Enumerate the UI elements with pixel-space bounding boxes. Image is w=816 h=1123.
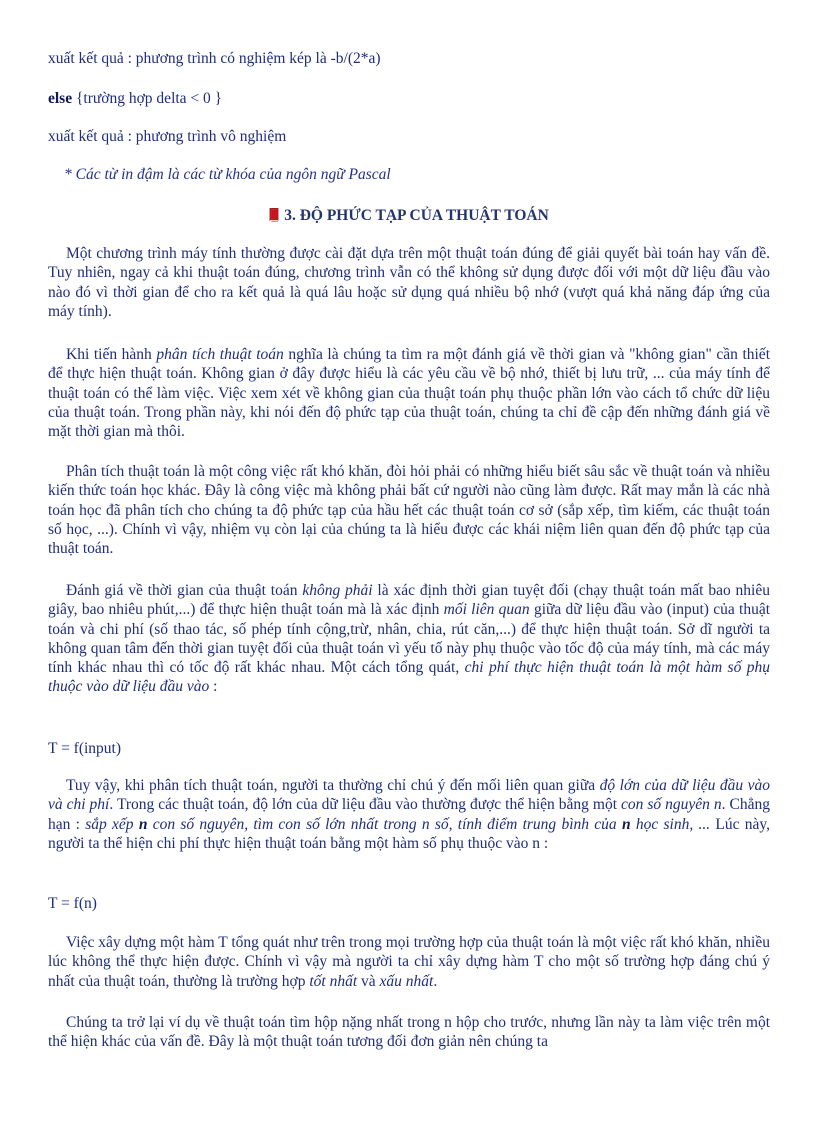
paragraph-analysis (48, 345, 770, 441)
p5-italic-sort: sắp xếp (85, 815, 139, 833)
p4-text-e: giữa dữ liệu đầu vào (input) của thuật toán và chi phí (số thao tác, số phép tính cộng,trừ, nhân, chia, rút căn,...) để thực hiện thuật toán. Sở dĩ người ta không quan tâm đến thời gian tuyệt đối của thuật toán vì yếu tố này phụ thuộc vào tốc độ của máy tính, mà các máy tính khác nhau thì có tốc độ rất khác nhau. Một cách tổng quát, (48, 601, 771, 677)
formula-input: T = f(input) (48, 740, 122, 757)
section-heading (48, 206, 770, 226)
pseudo-line-else (48, 90, 222, 108)
section-heading-text: 3. ĐỘ PHỨC TẠP CỦA THUẬT TOÁN (284, 207, 549, 224)
p4-text-c: là xác định thời gian tuyệt đối (chạy thuật toán mất bao nhiêu giây, bao nhiêu phút,...) để thực hiện thuật toán mà là xác định (48, 582, 770, 619)
p4-italic-not: không phải (302, 582, 373, 599)
p5-text-c: . Trong các thuật toán, độ lớn của dữ liệu đầu vào thường được thể hiện bằng một (109, 796, 622, 814)
paragraph-intro: Một chương trình máy tính thường được cài đặt dựa trên một thuật toán đúng để giải quyết bài toán hay vấn đề. Tuy nhiên, ngay cả khi thuật toán đúng, chương trình vẫn có thể không sử dụng được đối với một dữ liệu đầu vào nào đó vì thời gian để cho ra kết quả là quá lâu hoặc sử dụng quá nhiều bộ nhớ (vượt quá khả năng đáp ứng của máy tính). (48, 245, 770, 320)
p2-italic-term: phân tích thuật toán (156, 346, 284, 363)
p6-text-c: và (357, 972, 380, 990)
p5-text-a: Tuy vậy, khi phân tích thuật toán, người ta thường chỉ chú ý đến mối liên quan giữa (66, 777, 600, 794)
p6-italic-best: tốt nhất (309, 972, 358, 990)
keyword-note: * Các từ in đậm là các từ khóa của ngôn ngữ Pascal (64, 166, 391, 183)
paragraph-example: Chúng ta trở lại ví dụ về thuật toán tìm hộp nặng nhất trong n hộp cho trước, nhưng lần này ta làm việc trên một thể hiện khác của vấn đề. Đây là một thuật toán tương đối đơn giản nên chúng ta (48, 1014, 770, 1051)
p4-text-a: Đánh giá về thời gian của thuật toán (66, 582, 303, 599)
p5-italic-students: học sinh, ... (630, 815, 711, 833)
p5-text-k: Lúc này, người ta thể hiện chi phí thực hiện thuật toán bằng một hàm số phụ thuộc vào n : (48, 815, 771, 852)
p4-text-g: : (209, 678, 218, 696)
book-icon (269, 208, 280, 222)
p5-text-e: . Chẳng hạn : (48, 796, 771, 833)
paragraph-difficulty: Phân tích thuật toán là một công việc rất khó khăn, đòi hỏi phải có những hiểu biết sâu sắc về thuật toán và nhiều kiến thức toán học khác. Đây là công việc mà không phải bất cứ người nào cũng làm được. Rất may mắn là các nhà toán học đã phân tích cho chúng ta độ phức tạp của hầu hết các thuật toán cơ sở (sắp xếp, tìm kiếm, các thuật toán số học, ...). Chính vì vậy, nhiệm vụ còn lại của chúng ta là hiểu được các khái niệm liên quan đến độ phức tạp của thuật toán. (48, 463, 770, 558)
p6-italic-worst: xấu nhất (379, 972, 434, 990)
p4-italic-cost: chi phí thực hiện thuật toán là một hàm số phụ thuộc vào dữ liệu đầu vào (48, 659, 770, 696)
p6-text-a: Việc xây dựng một hàm T tổng quát như trên trong mọi trường hợp của thuật toán là một việc rất khó khăn, nhiều lúc không thể thực hiện được. Chính vì vậy mà người ta chỉ xây dựng hàm T cho một số trường hợp đáng chú ý nhất của thuật toán, thường là trường hợp (48, 934, 770, 990)
p6-text-e: . (433, 972, 438, 990)
p5-bold-n2: n (621, 815, 631, 833)
paragraph-input-size (48, 776, 770, 853)
pseudo-line-output-no-root: xuất kết quả : phương trình vô nghiệm (48, 128, 287, 145)
else-condition: {trường hợp delta < 0 } (72, 90, 223, 107)
p4-italic-relation: mối liên quan (443, 601, 530, 619)
pseudo-line-output-double-root: xuất kết quả : phương trình có nghiệm kép là -b/(2*a) (48, 50, 381, 67)
formula-n: T = f(n) (48, 895, 97, 912)
p2-text-a: Khi tiến hành (66, 346, 157, 363)
paragraph-best-worst (48, 933, 770, 991)
p5-bold-n: n (138, 815, 148, 833)
p5-italic-examples: con số nguyên, tìm con số lớn nhất trong n số, tính điểm trung bình của (147, 815, 622, 833)
paragraph-time-evaluation (48, 581, 770, 697)
p5-italic-size: độ lớn của dữ liệu đầu vào và chi phí (48, 777, 770, 814)
p2-text-c: nghĩa là chúng ta tìm ra một đánh giá về thời gian và "không gian" cần thiết để thực hiện thuật toán. Không gian ở đây được hiểu là các yêu cầu về bộ nhớ, thiết bị lưu trữ, ... của máy tính để thuật toán có thể làm việc. Việc xem xét về không gian của thuật toán phụ thuộc phần lớn vào cách tổ chức dữ liệu của thuật toán. Trong phần này, khi nói đến độ phức tạp của thuật toán, chúng ta chỉ đề cập đến những đánh giá về mặt thời gian mà thôi. (48, 346, 770, 441)
keyword-else: else (48, 90, 73, 107)
p5-italic-integer: con số nguyên n (621, 796, 722, 814)
